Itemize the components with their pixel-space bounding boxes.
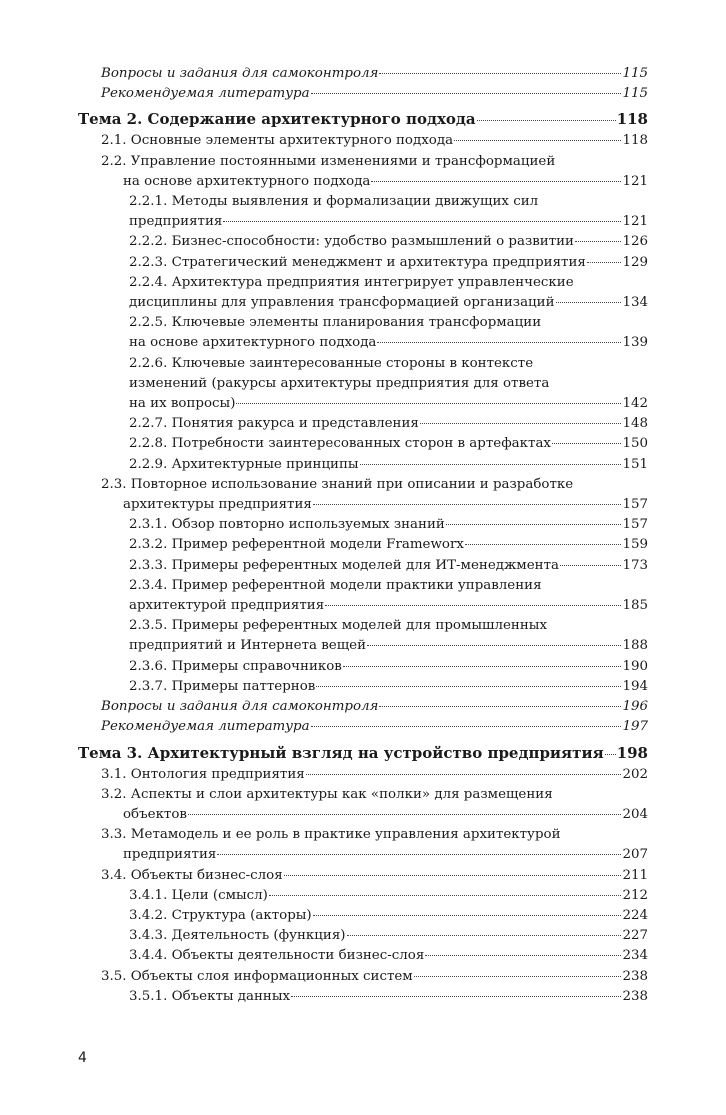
toc-entry-title: 2.3.2. Пример референтной модели Frameworx xyxy=(129,537,464,553)
toc-entry-title: на основе архитектурного подхода xyxy=(129,335,377,351)
dot-leader xyxy=(379,73,621,74)
dot-leader xyxy=(446,524,622,525)
toc-entry-title: Вопросы и задания для самоконтроля xyxy=(101,66,379,81)
toc-entry-title: 3.4.1. Цели (смысл) xyxy=(129,887,268,903)
toc-subsection-entry xyxy=(78,556,648,576)
toc-page-number: 196 xyxy=(622,699,648,715)
dot-leader xyxy=(347,935,622,936)
toc-entry-title: Рекомендуемая литература xyxy=(101,719,310,735)
dot-leader xyxy=(552,443,621,444)
toc-entry-title: 3.4. Объекты бизнес-слоя xyxy=(101,867,283,883)
toc-topic-entry xyxy=(78,742,648,764)
toc-entry-title: Рекомендуемая литература xyxy=(101,86,310,102)
dot-leader xyxy=(313,915,622,916)
toc-entry-title: 3.2. Аспекты и слои архитектуры как «полки» для размещения xyxy=(101,786,553,802)
toc-page-number: 157 xyxy=(622,517,648,533)
toc-page-number: 238 xyxy=(622,968,648,984)
toc-entry-title: архитектуры предприятия xyxy=(123,497,312,513)
toc-entry-title: предприятия xyxy=(123,847,217,863)
dot-leader xyxy=(575,241,621,242)
dot-leader xyxy=(371,181,621,182)
toc-section-entry xyxy=(78,717,648,737)
toc-page-number: 115 xyxy=(622,66,648,81)
toc-page-number: 197 xyxy=(622,719,648,735)
dot-leader xyxy=(311,93,622,94)
toc-subsection-entry xyxy=(78,253,648,273)
toc-entry-title: Тема 2. Содержание архитектурного подхода xyxy=(78,110,476,129)
toc-entry-title: 2.3.6. Примеры справочников xyxy=(129,658,342,674)
toc-page-number: 212 xyxy=(622,887,648,903)
table-of-contents xyxy=(78,64,648,1007)
dot-leader xyxy=(306,774,622,775)
toc-page-number: 142 xyxy=(622,396,648,412)
dot-leader xyxy=(420,423,622,424)
toc-subsection-entry xyxy=(78,886,648,906)
toc-page-number: 207 xyxy=(622,847,648,863)
toc-page-number: 202 xyxy=(622,766,648,782)
toc-entry-title: на основе архитектурного подхода xyxy=(123,173,371,189)
dot-leader xyxy=(587,262,622,263)
toc-section-entry xyxy=(78,697,648,717)
toc-page-number: 227 xyxy=(622,928,648,944)
toc-entry-title: 2.3. Повторное использование знаний при описании и разработке xyxy=(101,476,574,492)
dot-leader xyxy=(325,605,621,606)
toc-page-number: 129 xyxy=(622,254,648,270)
dot-leader xyxy=(605,754,616,755)
toc-page-number: 234 xyxy=(622,948,648,964)
toc-page-number: 139 xyxy=(622,335,648,351)
toc-subsection-entry xyxy=(78,354,648,415)
toc-page-number: 150 xyxy=(622,436,648,452)
toc-entry-title: 2.2.9. Архитектурные принципы xyxy=(129,456,359,472)
toc-page-number: 115 xyxy=(622,86,648,102)
dot-leader xyxy=(311,726,622,727)
toc-page-number: 198 xyxy=(616,743,648,762)
toc-entry-title: 2.2.3. Стратегический менеджмент и архитектура предприятия xyxy=(129,254,586,270)
toc-entry-title: предприятий и Интернета вещей xyxy=(129,638,366,654)
toc-section-entry xyxy=(78,967,648,987)
toc-entry-title: 2.2. Управление постоянными изменениями и трансформацией xyxy=(101,153,556,169)
toc-entry-title: 2.3.5. Примеры референтных моделей для промышленных xyxy=(129,618,547,634)
toc-section-entry xyxy=(78,131,648,151)
toc-page-number: 204 xyxy=(622,806,648,822)
toc-page-number: 211 xyxy=(622,867,648,883)
toc-section-entry xyxy=(78,84,648,104)
toc-page-number: 188 xyxy=(622,638,648,654)
toc-subsection-entry xyxy=(78,434,648,454)
toc-subsection-entry xyxy=(78,946,648,966)
toc-subsection-entry xyxy=(78,576,648,616)
toc-entry-title: предприятия xyxy=(129,214,223,230)
toc-entry-title: 2.2.5. Ключевые элементы планирования трансформации xyxy=(129,315,542,331)
dot-leader xyxy=(465,544,622,545)
dot-leader xyxy=(269,895,622,896)
toc-page-number: 121 xyxy=(622,214,648,230)
toc-section-entry xyxy=(78,765,648,785)
toc-entry-title: 2.3.1. Обзор повторно используемых знаний xyxy=(129,517,445,533)
dot-leader xyxy=(236,403,621,404)
toc-page-number: 126 xyxy=(622,234,648,250)
toc-section-entry xyxy=(78,825,648,865)
toc-topic-entry xyxy=(78,108,648,130)
toc-entry-title: Тема 3. Архитектурный взгляд на устройство предприятия xyxy=(78,743,604,762)
dot-leader xyxy=(291,996,621,997)
toc-entry-title: 3.5. Объекты слоя информационных систем xyxy=(101,968,413,984)
dot-leader xyxy=(360,464,622,465)
toc-subsection-entry xyxy=(78,455,648,475)
toc-subsection-entry xyxy=(78,906,648,926)
dot-leader xyxy=(188,814,621,815)
toc-entry-title: изменений (ракурсы архитектуры предприятия для ответа xyxy=(129,375,550,391)
toc-page-number: 118 xyxy=(616,110,648,129)
dot-leader xyxy=(454,140,621,141)
toc-page-number: 238 xyxy=(622,988,648,1004)
dot-leader xyxy=(477,120,616,121)
toc-page-number: 159 xyxy=(622,537,648,553)
toc-entry-title: 3.4.3. Деятельность (функция) xyxy=(129,928,346,944)
toc-page-number: 121 xyxy=(622,173,648,189)
toc-subsection-entry xyxy=(78,192,648,232)
toc-subsection-entry xyxy=(78,616,648,656)
toc-entry-title: 3.4.2. Структура (акторы) xyxy=(129,907,312,923)
toc-entry-title: на их вопросы) xyxy=(129,396,236,412)
page-number: 4 xyxy=(78,1050,87,1066)
toc-section-entry xyxy=(78,866,648,886)
dot-leader xyxy=(367,645,621,646)
toc-entry-title: 2.3.4. Пример референтной модели практики управления xyxy=(129,577,542,593)
toc-entry-title: 3.3. Метамодель и ее роль в практике управления архитектурой xyxy=(101,827,561,843)
toc-entry-title: Вопросы и задания для самоконтроля xyxy=(101,699,379,715)
toc-page-number: 134 xyxy=(622,295,648,311)
toc-entry-title: 2.2.2. Бизнес-способности: удобство размышлений о развитии xyxy=(129,234,574,250)
dot-leader xyxy=(556,302,622,303)
dot-leader xyxy=(379,706,621,707)
toc-subsection-entry xyxy=(78,414,648,434)
dot-leader xyxy=(316,686,621,687)
toc-section-entry xyxy=(78,475,648,515)
toc-section-entry xyxy=(78,785,648,825)
toc-page-number: 173 xyxy=(622,557,648,573)
toc-page-number: 185 xyxy=(622,598,648,614)
toc-subsection-entry xyxy=(78,515,648,535)
toc-subsection-entry xyxy=(78,926,648,946)
toc-entry-title: дисциплины для управления трансформацией организаций xyxy=(129,295,555,311)
toc-entry-title: 2.2.4. Архитектура предприятия интегрирует управленческие xyxy=(129,274,574,290)
toc-subsection-entry xyxy=(78,273,648,313)
dot-leader xyxy=(313,504,622,505)
dot-leader xyxy=(377,342,621,343)
toc-section-entry xyxy=(78,152,648,192)
toc-page-number: 157 xyxy=(622,497,648,513)
toc-entry-title: архитектурой предприятия xyxy=(129,598,325,614)
toc-entry-title: 2.2.8. Потребности заинтересованных сторон в артефактах xyxy=(129,436,551,452)
toc-subsection-entry xyxy=(78,232,648,252)
dot-leader xyxy=(425,955,621,956)
toc-entry-title: 2.3.3. Примеры референтных моделей для ИТ-менеджмента xyxy=(129,557,559,573)
dot-leader xyxy=(414,976,622,977)
toc-subsection-entry xyxy=(78,657,648,677)
toc-page-number: 151 xyxy=(622,456,648,472)
dot-leader xyxy=(217,854,621,855)
toc-entry-title: 2.1. Основные элементы архитектурного подхода xyxy=(101,133,454,149)
toc-entry-title: объектов xyxy=(123,806,187,822)
dot-leader xyxy=(560,565,621,566)
toc-entry-title: 2.3.7. Примеры паттернов xyxy=(129,678,316,694)
toc-entry-title: 3.1. Онтология предприятия xyxy=(101,766,305,782)
toc-entry-title: 2.2.7. Понятия ракурса и представления xyxy=(129,416,419,432)
toc-page-number: 194 xyxy=(622,678,648,694)
toc-page-number: 190 xyxy=(622,658,648,674)
dot-leader xyxy=(343,666,622,667)
toc-entry-title: 3.4.4. Объекты деятельности бизнес-слоя xyxy=(129,948,425,964)
toc-page-number: 224 xyxy=(622,907,648,923)
toc-subsection-entry xyxy=(78,987,648,1007)
dot-leader xyxy=(284,875,622,876)
toc-page-number: 118 xyxy=(622,133,648,149)
toc-page-number: 148 xyxy=(622,416,648,432)
toc-subsection-entry xyxy=(78,313,648,353)
dot-leader xyxy=(223,221,621,222)
toc-subsection-entry xyxy=(78,535,648,555)
toc-entry-title: 2.2.6. Ключевые заинтересованные стороны в контексте xyxy=(129,355,534,371)
toc-subsection-entry xyxy=(78,677,648,697)
toc-section-entry xyxy=(78,64,648,84)
toc-entry-title: 3.5.1. Объекты данных xyxy=(129,988,291,1004)
toc-entry-title: 2.2.1. Методы выявления и формализации движущих сил xyxy=(129,194,539,210)
